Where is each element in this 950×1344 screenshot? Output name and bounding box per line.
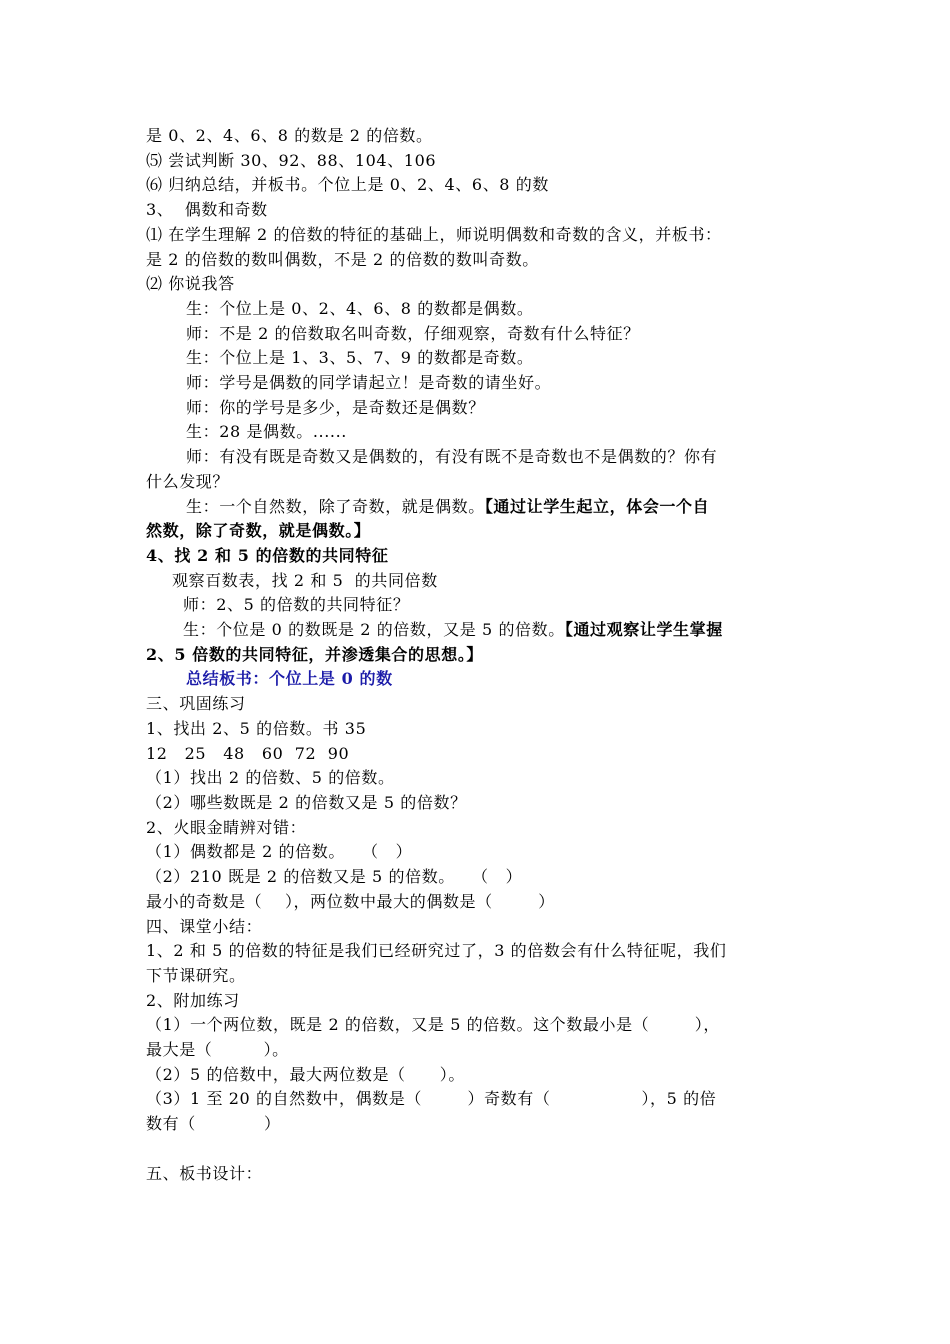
dialogue-line: 师：你的学号是多少，是奇数还是偶数？ — [186, 397, 485, 417]
annotation-note: 2、5 倍数的共同特征，并渗透集合的思想。】 — [146, 644, 484, 664]
text-line: 是 0、2、4、6、8 的数是 2 的倍数。 — [146, 126, 433, 145]
number-list: 12 25 48 60 72 90 — [146, 743, 350, 763]
text-line: （1）一个两位数，既是 2 的倍数，又是 5 的倍数。这个数最小是（ ）， — [146, 1015, 720, 1035]
dialogue-text: 生：一个自然数，除了奇数，就是偶数。 — [186, 496, 485, 516]
text-line: 2、附加练习 — [146, 990, 240, 1010]
text-line: 最小的奇数是（ ），两位数中最大的偶数是（ ） — [146, 891, 555, 911]
blank-line — [146, 1137, 811, 1162]
section-heading: 4、找 2 和 5 的倍数的共同特征 — [146, 545, 389, 565]
text-line: ⑴ 在学生理解 2 的倍数的特征的基础上，师说明偶数和奇数的含义，并板书： — [146, 224, 722, 244]
dialogue-line — [146, 495, 811, 520]
section-heading: 3、 偶数和奇数 — [146, 200, 268, 220]
dialogue-line: 师：学号是偶数的同学请起立！是奇数的请坐好。 — [186, 373, 552, 393]
section-heading: 五、板书设计： — [146, 1163, 263, 1183]
dialogue-text: 生：个位是 0 的数既是 2 的倍数，又是 5 的倍数。 — [183, 620, 565, 640]
text-line: 是 2 的倍数的数叫偶数，不是 2 的倍数的数叫奇数。 — [146, 249, 539, 269]
dialogue-line: 师：2、5 的倍数的共同特征？ — [183, 595, 410, 615]
text-line: 什么发现？ — [146, 471, 230, 491]
dialogue-line: 生：个位上是 0、2、4、6、8 的数都是偶数。 — [186, 298, 534, 318]
annotation-note: 【通过观察让学生掌握 — [564, 620, 723, 640]
text-line: ⑹ 归纳总结，并板书。个位上是 0、2、4、6、8 的数 — [146, 175, 549, 195]
text-line: ⑸ 尝试判断 30、92、88、104、106 — [146, 150, 437, 170]
dialogue-line: 师：不是 2 的倍数取名叫奇数，仔细观察，奇数有什么特征？ — [186, 323, 640, 343]
dialogue-line — [146, 618, 811, 643]
text-line: 观察百数表，找 2 和 5 的共同倍数 — [172, 570, 438, 590]
text-line: （2）5 的倍数中，最大两位数是（ ）。 — [146, 1064, 465, 1084]
text-line: 数有（ ） — [146, 1114, 281, 1134]
text-line: （1）偶数都是 2 的倍数。 （ ） — [146, 842, 413, 862]
text-line: ⑵ 你说我答 — [146, 274, 235, 294]
annotation-note: 然数，除了奇数，就是偶数。】 — [146, 521, 371, 541]
text-line: （2）哪些数既是 2 的倍数又是 5 的倍数？ — [146, 792, 467, 812]
annotation-note: 【通过让学生起立，体会一个自 — [484, 496, 710, 516]
text-line: 1、2 和 5 的倍数的特征是我们已经研究过了，3 的倍数会有什么特征呢，我们 — [146, 941, 727, 961]
document-page — [146, 124, 811, 1186]
dialogue-line: 师：有没有既是奇数又是偶数的，有没有既不是奇数也不是偶数的？你有 — [186, 447, 718, 467]
dialogue-line: 生：28 是偶数。...... — [186, 422, 347, 442]
text-line: 1、找出 2、5 的倍数。书 35 — [146, 718, 367, 738]
text-line: （1）找出 2 的倍数、5 的倍数。 — [146, 768, 395, 788]
text-line: 最大是（ ）。 — [146, 1040, 289, 1060]
dialogue-line: 生：个位上是 1、3、5、7、9 的数都是奇数。 — [186, 348, 534, 368]
text-line: （2）210 既是 2 的倍数又是 5 的倍数。 （ ） — [146, 867, 523, 887]
text-line: 下节课研究。 — [146, 965, 246, 985]
section-heading: 三、巩固练习 — [146, 694, 246, 714]
text-line: 2、火眼金睛辨对错： — [146, 817, 307, 837]
section-heading: 四、课堂小结： — [146, 916, 263, 936]
text-line: （3）1 至 20 的自然数中，偶数是（ ）奇数有（ ），5 的倍 — [146, 1089, 717, 1109]
board-summary: 总结板书：个位上是 0 的数 — [186, 669, 393, 689]
